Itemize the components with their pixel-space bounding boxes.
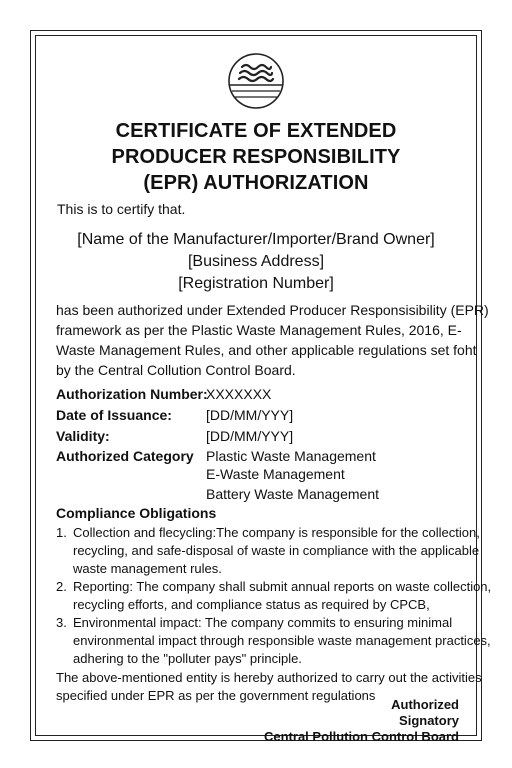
obligation-number: 1. (56, 525, 67, 540)
obligation-item (56, 578, 492, 614)
signatory-line: Authorized (391, 697, 459, 712)
title-line: (EPR) AUTHORIZATION (143, 172, 369, 194)
registration-number-placeholder: [Registration Number] (178, 275, 334, 292)
obligation-line: Environmental impact: The company commits to ensuring minimal (73, 615, 453, 630)
signature-block (264, 697, 459, 745)
obligation-line: Collection and flecycling:The company is responsible for the collection, (73, 525, 480, 540)
compliance-obligations-list (56, 524, 492, 668)
category-ewaste: E-Waste Management (206, 466, 345, 482)
date-of-issuance-value: [DD/MM/YYY] (206, 407, 294, 423)
authorized-category-label: Authorized Category (56, 448, 194, 464)
date-of-issuance-label: Date of Issuance: (56, 407, 172, 423)
obligation-item (56, 524, 480, 578)
obligation-line: recycling, and safe-disposal of waste in compliance with the applicable (73, 543, 480, 558)
compliance-heading: Compliance Obligations (56, 505, 217, 521)
category-battery: Battery Waste Management (206, 486, 380, 502)
obligation-number: 3. (56, 615, 67, 630)
paragraph-line: Waste Management Rules, and other applicable regulations set foht (56, 342, 477, 358)
signatory-org: Central Pollution Control Board (264, 729, 459, 744)
obligation-line: environmental impact through responsible waste management practices, (73, 633, 491, 648)
closing-line: The above-mentioned entity is hereby authorized to carry out the activities (56, 670, 482, 685)
obligation-line: waste management rules. (73, 561, 222, 576)
certificate-title (60, 118, 452, 196)
authorization-number-label: Authorization Number: (56, 386, 208, 402)
authorization-paragraph (56, 300, 489, 380)
category-plastic: Plastic Waste Management (206, 448, 376, 464)
paragraph-line: framework as per the Plastic Waste Management Rules, 2016, E- (56, 322, 462, 338)
business-address-placeholder: [Business Address] (187, 253, 325, 270)
title-line: CERTIFICATE OF EXTENDED (115, 120, 397, 142)
obligation-number: 2. (56, 579, 67, 594)
paragraph-line: has been authorized under Extended Producer Responsisibility (EPR) (56, 302, 489, 318)
paragraph-line: by the Central Collution Control Board. (56, 362, 296, 378)
signatory-line: Signatory (399, 713, 459, 728)
obligation-line: adhering to the "polluter pays" principle. (73, 651, 302, 666)
obligation-line: Reporting: The company shall submit annual reports on waste collection, (73, 579, 492, 594)
authorization-number-value: XXXXXXX (206, 386, 272, 402)
title-line: PRODUCER RESPONSIBILITY (111, 146, 401, 168)
certify-text: This is to certify that. (57, 201, 186, 217)
obligation-item (56, 614, 491, 668)
validity-value: [DD/MM/YYY] (206, 428, 294, 444)
waves-emblem-icon (227, 52, 285, 110)
validity-label: Validity: (56, 428, 110, 444)
obligation-line: recycling efforts, and compliance status as required by CPCB, (73, 597, 430, 612)
entity-name-placeholder: [Name of the Manufacturer/Importer/Brand Owner] (77, 231, 435, 248)
closing-line: specified under EPR as per the government regulations (56, 688, 376, 703)
entity-placeholders (40, 229, 472, 295)
